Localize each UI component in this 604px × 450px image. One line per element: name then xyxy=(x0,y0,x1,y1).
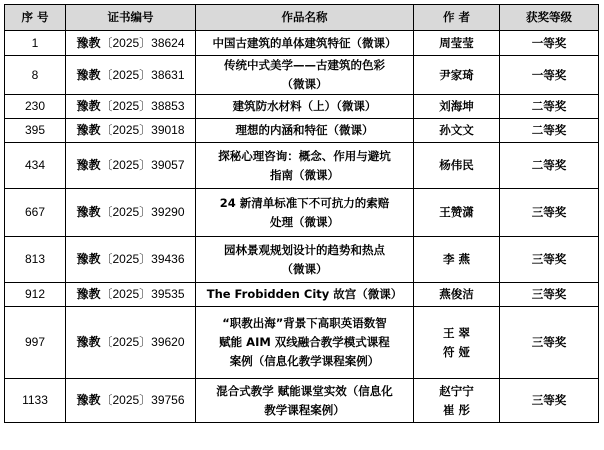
table-row xyxy=(5,379,599,423)
cert-number: 〔2025〕38631 xyxy=(100,67,185,82)
cell-cert xyxy=(66,189,196,237)
table-header-row xyxy=(5,5,599,31)
work-title-line: （微课） xyxy=(281,77,328,91)
work-title-line: “职教出海”背景下高职英语数智 xyxy=(222,316,387,330)
work-title-line: 教学课程案例） xyxy=(264,402,345,417)
cell-work xyxy=(196,237,414,283)
cert-prefix: 豫教 xyxy=(76,67,101,82)
cell-award: 二等奖 xyxy=(500,119,599,143)
cert-number: 〔2025〕39057 xyxy=(100,158,185,172)
cell-award: 三等奖 xyxy=(500,237,599,283)
cell-no: 912 xyxy=(5,283,66,307)
cell-author xyxy=(414,119,500,143)
cert-number: 〔2025〕39535 xyxy=(100,287,185,301)
cert-prefix: 豫教 xyxy=(76,287,101,301)
cell-cert xyxy=(66,56,196,95)
cert-prefix: 豫教 xyxy=(76,393,101,407)
work-title-line: （微课） xyxy=(281,261,328,276)
cell-no: 667 xyxy=(5,189,66,237)
cell-work xyxy=(196,143,414,189)
author-name: 尹家琦 xyxy=(439,67,474,82)
cell-author xyxy=(414,31,500,56)
header-award: 获奖等级 xyxy=(500,5,599,31)
work-title-line: 指南（微课） xyxy=(270,167,339,182)
cell-author xyxy=(414,307,500,379)
cell-award: 二等奖 xyxy=(500,95,599,119)
cell-cert xyxy=(66,237,196,283)
cert-number: 〔2025〕39290 xyxy=(100,205,185,219)
work-title-line: 探秘心理咨询：概念、作用与避坑 xyxy=(218,148,391,163)
work-title-line: 园林景观规划设计的趋势和热点 xyxy=(224,242,385,257)
cell-cert xyxy=(66,283,196,307)
cell-no: 1133 xyxy=(5,379,66,423)
cert-number: 〔2025〕39436 xyxy=(100,252,185,266)
cell-no: 1 xyxy=(5,31,66,56)
author-name: 王 翠 xyxy=(442,325,470,340)
cell-no: 997 xyxy=(5,307,66,379)
cell-work xyxy=(196,379,414,423)
cert-prefix: 豫教 xyxy=(76,158,101,172)
cell-cert xyxy=(66,143,196,189)
cert-prefix: 豫教 xyxy=(76,335,101,349)
cert-number: 〔2025〕38853 xyxy=(100,99,185,113)
cell-author xyxy=(414,143,500,189)
table-row xyxy=(5,189,599,237)
cell-work xyxy=(196,56,414,95)
cell-work xyxy=(196,307,414,379)
cell-cert xyxy=(66,307,196,379)
header-cert: 证书编号 xyxy=(66,5,196,31)
author-name: 符 娅 xyxy=(442,344,470,359)
cert-number: 〔2025〕38624 xyxy=(100,35,185,50)
cell-cert xyxy=(66,31,196,56)
cell-award: 三等奖 xyxy=(500,189,599,237)
cert-prefix: 豫教 xyxy=(76,252,101,266)
work-title-line: 中国古建筑的单体建筑特征（微课） xyxy=(212,35,397,50)
cell-award: 一等奖 xyxy=(500,31,599,56)
cell-no: 434 xyxy=(5,143,66,189)
cell-author xyxy=(414,237,500,283)
cell-author xyxy=(414,95,500,119)
work-title-line: 赋能 AIM 双线融合教学模式课程 xyxy=(219,335,390,349)
author-name: 王赞潇 xyxy=(439,205,474,219)
work-title-line: 24 新清单标准下不可抗力的索赔 xyxy=(219,195,390,210)
header-no: 序 号 xyxy=(5,5,66,31)
cell-work xyxy=(196,31,414,56)
table-body xyxy=(5,31,599,423)
cell-award: 三等奖 xyxy=(500,379,599,423)
table-row xyxy=(5,307,599,379)
author-name: 燕俊洁 xyxy=(439,287,474,301)
cell-award: 一等奖 xyxy=(500,56,599,95)
cell-work xyxy=(196,119,414,143)
table-row xyxy=(5,95,599,119)
award-table xyxy=(4,4,599,423)
author-name: 崔 彤 xyxy=(442,402,470,417)
cert-number: 〔2025〕39018 xyxy=(100,123,185,137)
work-title-line: 案例（信息化教学课程案例） xyxy=(229,354,380,368)
table-row xyxy=(5,31,599,56)
author-name: 赵宁宁 xyxy=(439,383,474,398)
cert-prefix: 豫教 xyxy=(76,205,101,219)
author-name: 李 燕 xyxy=(442,252,470,266)
header-work: 作品名称 xyxy=(196,5,414,31)
cell-work xyxy=(196,283,414,307)
cert-prefix: 豫教 xyxy=(76,35,101,50)
cell-award: 三等奖 xyxy=(500,283,599,307)
cell-no: 813 xyxy=(5,237,66,283)
table-row xyxy=(5,143,599,189)
cell-award: 二等奖 xyxy=(500,143,599,189)
cell-author xyxy=(414,189,500,237)
cert-prefix: 豫教 xyxy=(76,99,101,113)
cell-author xyxy=(414,283,500,307)
cell-work xyxy=(196,95,414,119)
work-title-line: 建筑防水材料（上）（微课） xyxy=(232,99,377,113)
cell-work xyxy=(196,189,414,237)
cell-cert xyxy=(66,379,196,423)
table-row xyxy=(5,237,599,283)
work-title-line: 传统中式美学——古建筑的色彩 xyxy=(224,58,385,72)
cell-no: 230 xyxy=(5,95,66,119)
cell-author xyxy=(414,379,500,423)
header-author: 作 者 xyxy=(414,5,500,31)
cell-cert xyxy=(66,119,196,143)
cell-no: 8 xyxy=(5,56,66,95)
table-row xyxy=(5,56,599,95)
cert-number: 〔2025〕39756 xyxy=(100,393,185,407)
table-row xyxy=(5,283,599,307)
cert-number: 〔2025〕39620 xyxy=(100,335,185,349)
cell-cert xyxy=(66,95,196,119)
work-title-line: 处理（微课） xyxy=(270,214,339,229)
cell-award: 三等奖 xyxy=(500,307,599,379)
author-name: 周莹莹 xyxy=(439,35,474,50)
cell-no: 395 xyxy=(5,119,66,143)
work-title-line: The Frobidden City 故宫（微课） xyxy=(206,287,403,301)
author-name: 孙文文 xyxy=(439,123,474,137)
author-name: 刘海坤 xyxy=(439,99,474,113)
author-name: 杨伟民 xyxy=(439,158,474,172)
table-row xyxy=(5,119,599,143)
cell-author xyxy=(414,56,500,95)
work-title-line: 理想的内涵和特征（微课） xyxy=(235,123,374,137)
cert-prefix: 豫教 xyxy=(76,123,101,137)
work-title-line: 混合式教学 赋能课堂实效（信息化 xyxy=(216,383,393,398)
